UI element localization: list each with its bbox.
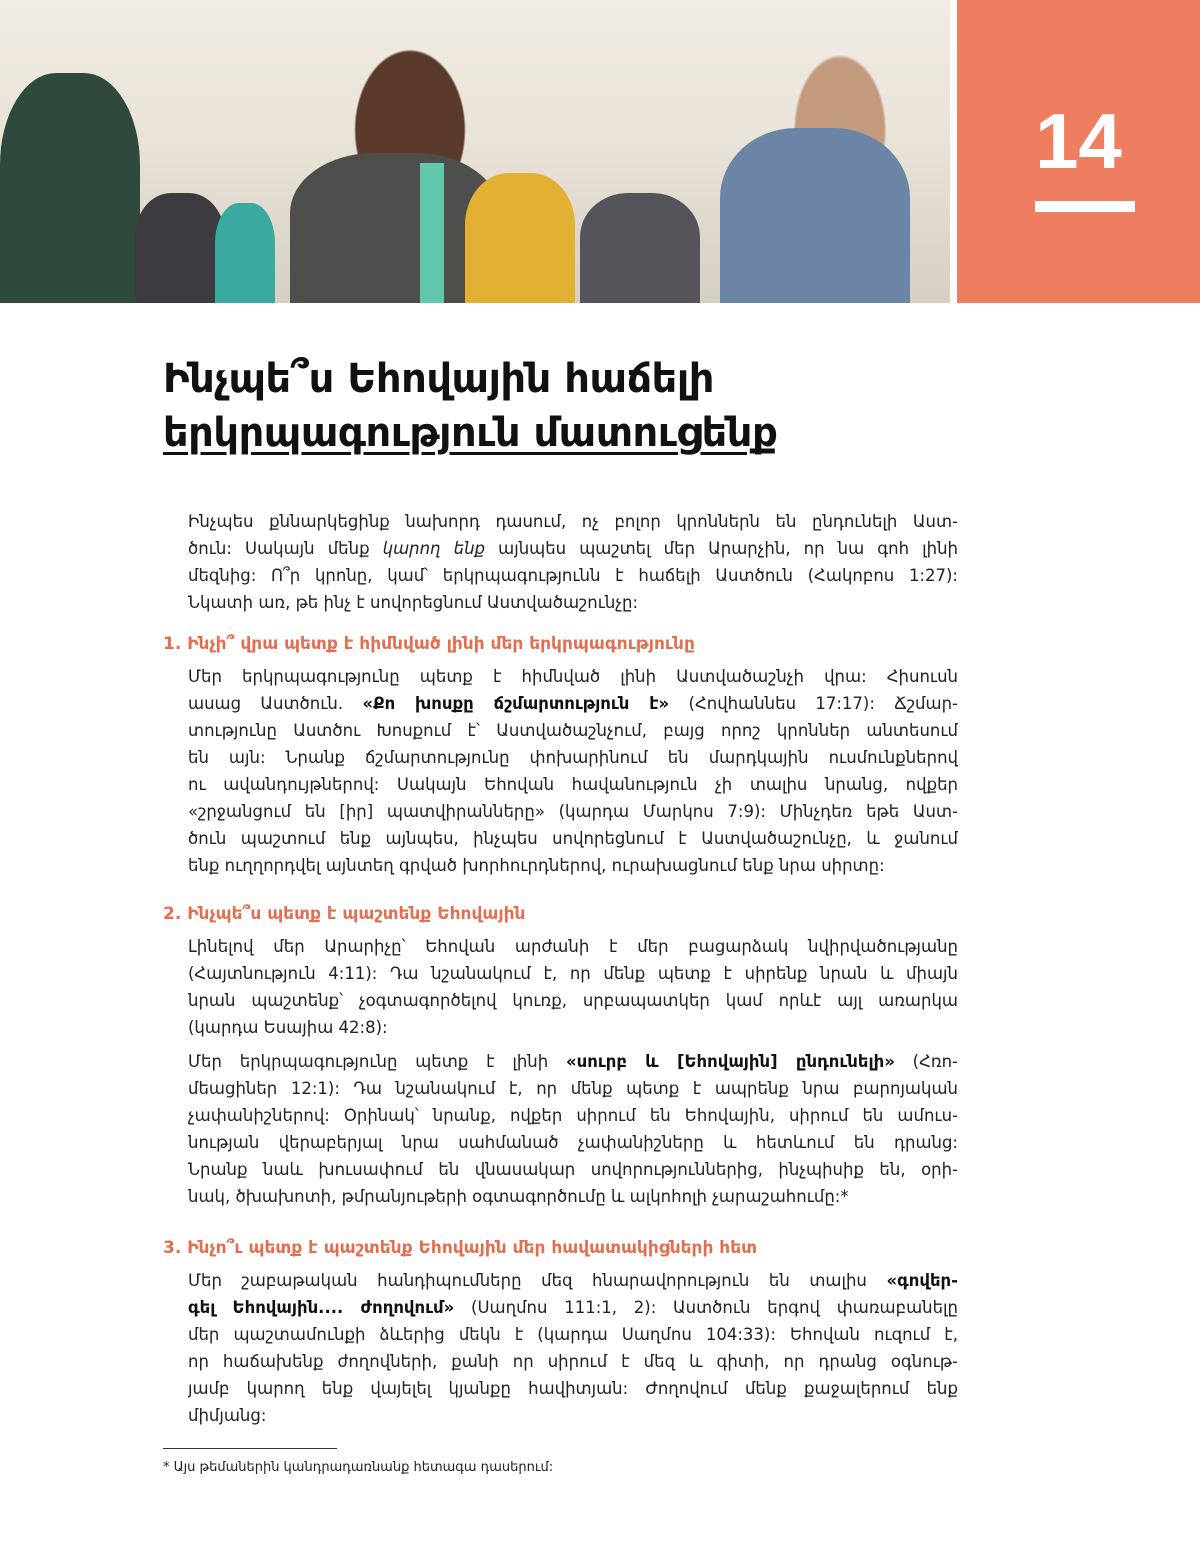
text-line <box>188 1048 958 1075</box>
text-line <box>188 1075 958 1102</box>
text-line <box>188 933 958 960</box>
text-line <box>188 562 958 589</box>
text-run: չափանիշներով: Օրինակ՝ նրանք, ովքեր սիրում են Եհովային, սիրում են ամուս- <box>188 1106 958 1125</box>
text-run: յամբ կարող ենք վայելել կյանքը հավիտյան: Ժողովում մենք քաջալերում ենք <box>188 1379 958 1398</box>
text-line <box>188 825 958 852</box>
text-run: ծուն: Սակայն մենք <box>188 539 383 558</box>
section-heading-2: 2. Ինչպե՞ս պետք է պաշտենք Եհովային <box>163 904 526 924</box>
section-2-paragraph-1 <box>188 933 958 1041</box>
page-title <box>163 352 963 460</box>
text-run: (կարդա Եսայիա 42:8): <box>188 1018 388 1037</box>
text-line <box>188 589 958 616</box>
page-title-line-1: Ինչպե՞ս Եհովային հաճելի <box>163 356 714 402</box>
text-run: մեզնից: Ո՞ր կրոնը, կամ՝ երկրպագությունն է հաճելի Աստծուն (Հակոբոս 1:27): <box>188 566 958 585</box>
text-run: մեր պաշտամունքի ձևերից մեկն է (կարդա Սաղմոս 104:33): Եհովան ուզում է, <box>188 1325 958 1344</box>
text-run: (Հայտնություն 4:11): Դա նշանակում է, որ մենք պետք է սիրենք նրան և միայն <box>188 964 958 983</box>
text-run: (Հովհաննես 17:17): Ճշմար- <box>669 694 958 713</box>
text-line <box>188 717 958 744</box>
text-line <box>188 1294 958 1321</box>
section-1-paragraph-1 <box>188 663 958 879</box>
bold-quote: գել Եհովային.... ժողովում» <box>188 1298 455 1317</box>
text-line <box>188 1375 958 1402</box>
section-heading-1: 1. Ինչի՞ վրա պետք է հիմնված լինի մեր երկրպագությունը <box>163 634 695 654</box>
text-run: ասաց Աստծուն. <box>188 694 363 713</box>
text-line <box>188 1348 958 1375</box>
text-run: որ հաճախենք ժողովների, քանի որ սիրում է մեզ և գիտի, որ դրանց օգնութ- <box>188 1352 958 1371</box>
text-run: Նկատի առ, թե ինչ է սովորեցնում Աստվածաշունչը: <box>188 593 639 612</box>
section-heading-3: 3. Ինչո՞ւ պետք է պաշտենք Եհովային մեր հավատակիցների հետ <box>163 1238 757 1258</box>
text-run: միմյանց: <box>188 1406 267 1425</box>
photo-figure-tie <box>420 163 444 303</box>
intro-paragraph <box>188 508 958 616</box>
text-line <box>188 1014 958 1041</box>
text-run: ծուն պաշտում ենք այնպես, ինչպես սովորեցնում է Աստվածաշունչը, և ջանում <box>188 829 958 848</box>
bold-quote: «գովեր- <box>886 1271 958 1290</box>
page-title-line-2: երկրպագություն մատուցենք <box>163 410 778 456</box>
section-3-paragraph-1 <box>188 1267 958 1429</box>
lesson-number-badge <box>957 0 1200 303</box>
bold-quote: «Քո խոսքը ճշմարտություն է» <box>362 694 670 713</box>
text-run: այնպես պաշտել մեր Արարչին, որ նա գոհ լինի <box>485 539 958 558</box>
photo-figure-yellow <box>465 173 575 303</box>
text-run: «շրջանցում են [իր] պատվիրանները» (կարդա Մարկոս 7:9): Մինչդեռ եթե Աստ- <box>188 802 958 821</box>
text-line <box>188 771 958 798</box>
footnote: * Այս թեմաներին կանդրադառնանք հետագա դասերում: <box>163 1460 554 1475</box>
text-run: ենք ուղղորդվել այնտեղ գրված խորհուրդներով, ուրախացնում ենք նրա սիրտը: <box>188 856 885 875</box>
text-run: Ինչպես քննարկեցինք նախորդ դասում, ոչ բոլոր կրոններն են ընդունելի Աստ- <box>188 512 958 531</box>
text-run: են այն: Նրանք ճշմարտությունը փոխարինում են մարդկային ուսմունքներով <box>188 748 958 767</box>
text-run: ու ավանդույթներով: Սակայն Եհովան հավանություն չի տալիս նրանց, ովքեր <box>188 775 958 794</box>
text-line <box>188 690 958 717</box>
text-run: նակ, ծխախոտի, թմրանյութերի օգտագործումը և ալկոհոլի չարաշահումը:* <box>188 1187 849 1206</box>
photo-figure-blue-suit <box>720 128 910 303</box>
text-run: (Սաղմոս 111:1, 2): Աստծուն երգով փառաբանելը <box>454 1298 958 1317</box>
photo-figure-back <box>135 193 225 303</box>
text-run: Լինելով մեր Արարիչը՝ Եհովան արժանի է մեր բացարձակ նվիրվածությանը <box>188 937 958 956</box>
text-line <box>188 744 958 771</box>
text-run: Մեր շաբաթական հանդիպումները մեզ հնարավորություն են տալիս <box>188 1271 887 1290</box>
photo-figure-back2 <box>215 203 275 303</box>
text-line <box>188 663 958 690</box>
footnote-divider <box>163 1448 337 1449</box>
text-line <box>188 508 958 535</box>
text-run: մեացիներ 12:1): Դա նշանակում է, որ մենք պետք է ապրենք նրա բարոյական <box>188 1079 958 1098</box>
hero-photo <box>0 0 950 303</box>
text-run: Նրանք նաև խուսափում են վնասակար սովորություններից, ինչպիսիք են, օրի- <box>188 1160 958 1179</box>
text-run: նրան պաշտենք՝ չօգտագործելով կուռք, սրբապատկեր կամ որևէ այլ առարկա <box>188 991 958 1010</box>
text-line <box>188 1402 958 1429</box>
text-line <box>188 960 958 987</box>
text-line <box>188 535 958 562</box>
photo-figure-left <box>0 73 140 303</box>
photo-figure-back3 <box>580 193 700 303</box>
text-line <box>188 798 958 825</box>
text-line <box>188 1267 958 1294</box>
section-2-paragraph-2 <box>188 1048 958 1210</box>
text-line <box>188 1321 958 1348</box>
emphasis: կարող ենք <box>382 539 486 558</box>
text-line <box>188 852 958 879</box>
text-run: նության վերաբերյալ նրա սահմանած չափանիշները և հետևում են դրանց: <box>188 1133 958 1152</box>
text-run: Մեր երկրպագությունը պետք է լինի <box>188 1052 567 1071</box>
text-line <box>188 987 958 1014</box>
text-run: տությունը Աստծու Խոսքում է՝ Աստվածաշնչում, բայց որոշ կրոններ անտեսում <box>188 721 958 740</box>
text-line <box>188 1129 958 1156</box>
text-run: Մեր երկրպագությունը պետք է հիմնված լինի Աստվածաշնչի վրա: Հիսուսն <box>188 667 958 686</box>
text-line <box>188 1183 958 1210</box>
lesson-number: 14 <box>1035 97 1122 185</box>
bold-quote: «սուրբ և [Եհովային] ընդունելի» <box>566 1052 895 1071</box>
text-line <box>188 1102 958 1129</box>
lesson-number-underline <box>1035 201 1135 212</box>
text-run: (Հռո- <box>894 1052 958 1071</box>
text-line <box>188 1156 958 1183</box>
